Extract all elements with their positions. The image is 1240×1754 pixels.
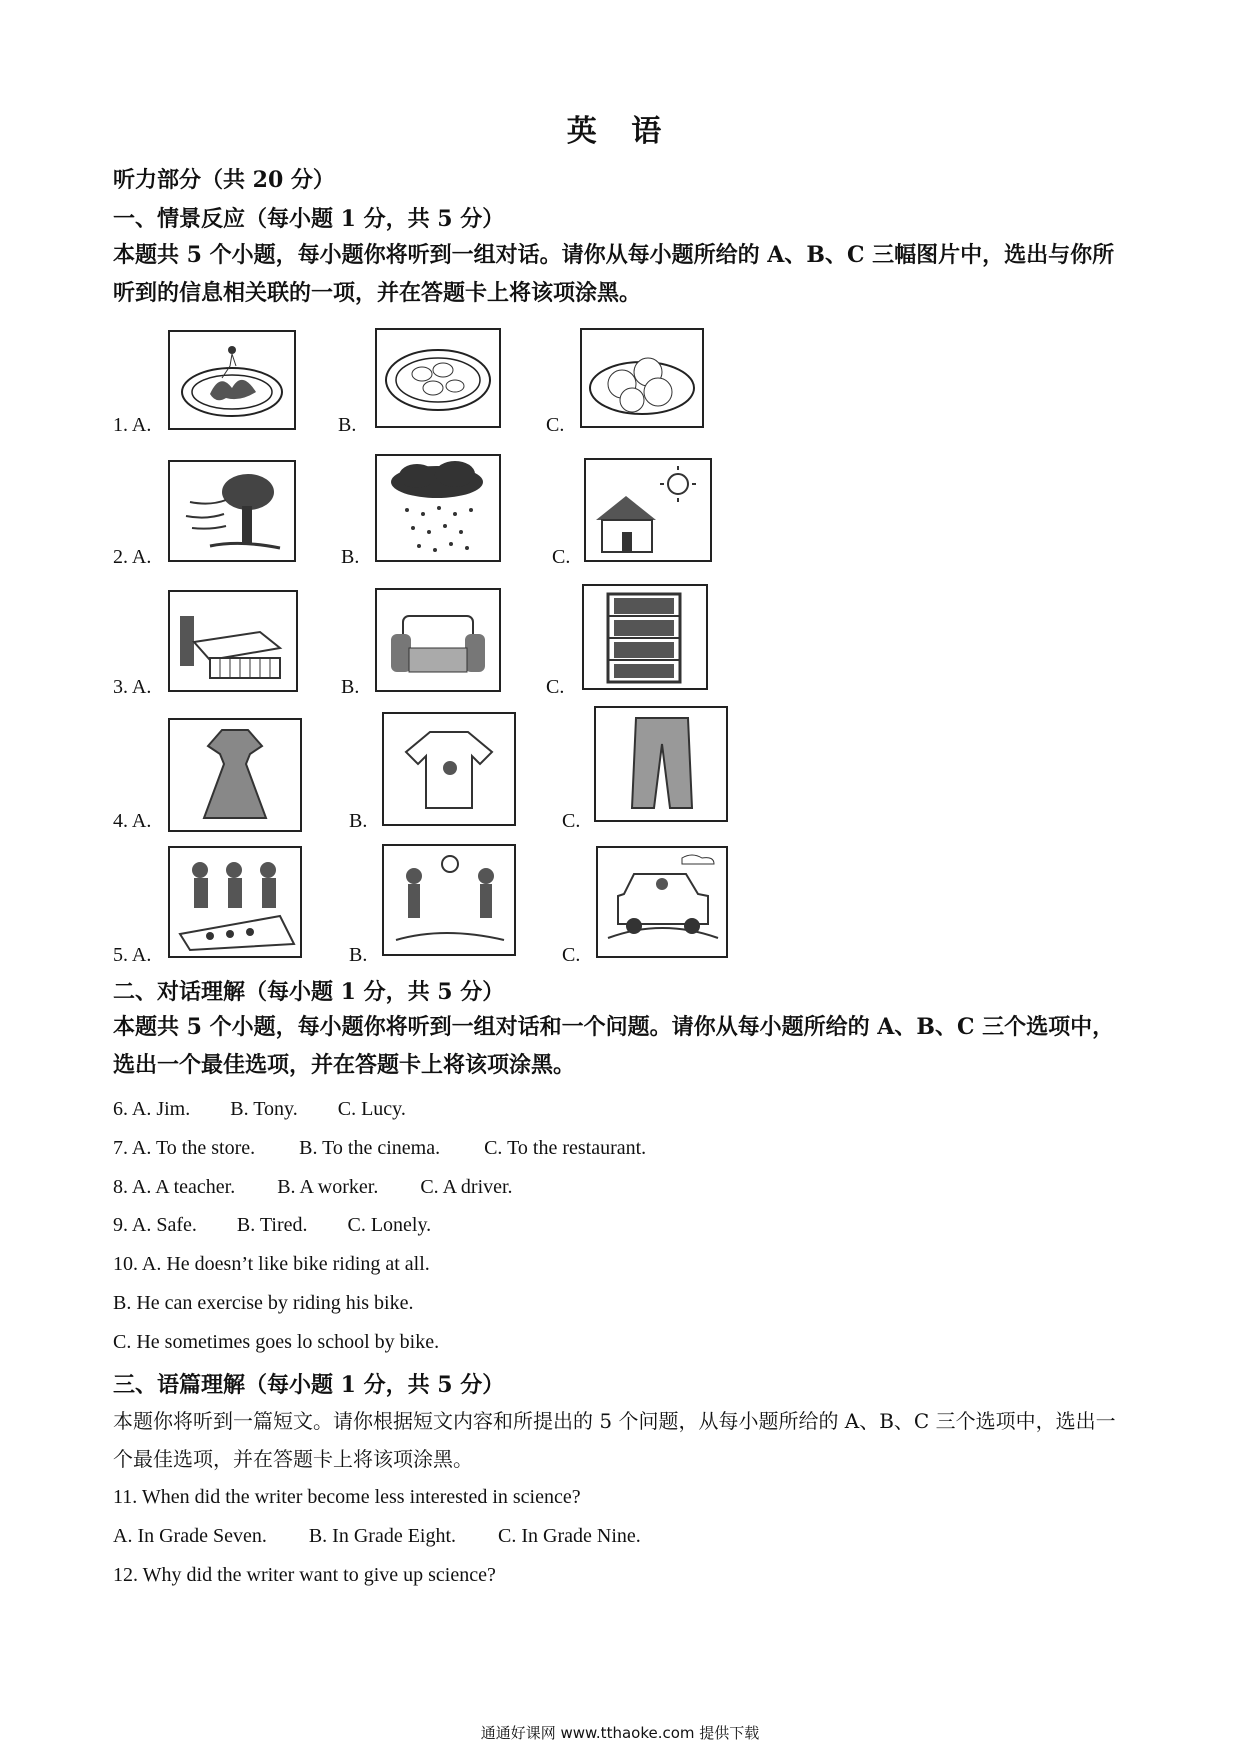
q5-c-label: C. [562, 944, 581, 966]
dress-icon[interactable] [168, 718, 302, 832]
q3-label: 3. A. [113, 676, 152, 698]
q7-a: 7. A. To the store. [113, 1137, 256, 1159]
armchair-icon[interactable] [375, 588, 501, 692]
q3-b-label: B. [341, 676, 360, 698]
footer-source: 通通好课网 www.tthaoke.com 提供下载 [480, 1724, 760, 1742]
picnic-icon[interactable] [168, 846, 302, 958]
listening-header: 听力部分（共 20 分） [113, 167, 335, 193]
section3-instructions: 本题你将听到一篇短文。请你根据短文内容和所提出的 5 个问题，从每小题所给的 A、B、C 三个选项中，选出一个最佳选项，并在答题卡上将该项涂黑。 [113, 1409, 1116, 1471]
q10-a: 10. A. He doesn’t like bike riding at all. [113, 1253, 430, 1275]
q11-c: C. In Grade Nine. [498, 1525, 641, 1547]
section2-heading: 二、对话理解（每小题 1 分，共 5 分） [113, 979, 505, 1005]
page-title: 英 语 [566, 114, 674, 149]
section2-instructions: 本题共 5 个小题，每小题你将听到一组对话和一个问题。请你从每小题所给的 A、B、C 三个选项中，选出一个最佳选项，并在答题卡上将该项涂黑。 [113, 1014, 1115, 1078]
q9-b: B. Tired. [236, 1214, 308, 1236]
q6-b: B. Tony. [230, 1098, 298, 1120]
q5-b-label: B. [349, 944, 368, 966]
q7-c: C. To the restaurant. [484, 1137, 647, 1159]
rain-cloud-icon[interactable] [375, 454, 501, 562]
q9-options [113, 1214, 431, 1237]
dumplings-plate-icon[interactable] [168, 330, 296, 430]
q2-c-label: C. [552, 546, 571, 568]
bed-icon[interactable] [168, 590, 298, 692]
q12-question: 12. Why did the writer want to give up science? [113, 1564, 496, 1586]
q7-b: B. To the cinema. [299, 1137, 441, 1159]
q4-c-label: C. [562, 810, 581, 832]
sunny-house-icon[interactable] [584, 458, 712, 562]
q8-a: 8. A. A teacher. [113, 1176, 236, 1198]
q6-options [113, 1098, 406, 1121]
q11-question: 11. When did the writer become less interested in science? [113, 1486, 581, 1508]
q10-c: C. He sometimes goes lo school by bike. [113, 1331, 440, 1353]
q8-c: C. A driver. [420, 1176, 513, 1198]
q6-a: 6. A. Jim. [113, 1098, 191, 1120]
q4-b-label: B. [349, 810, 368, 832]
food-plate-icon[interactable] [375, 328, 501, 428]
section1-heading: 一、情景反应（每小题 1 分，共 5 分） [113, 206, 505, 232]
buns-plate-icon[interactable] [580, 328, 704, 428]
q7-options [113, 1137, 646, 1160]
t-shirt-icon[interactable] [382, 712, 516, 826]
q8-options [113, 1176, 513, 1199]
q1-label: 1. A. [113, 414, 152, 436]
q4-label: 4. A. [113, 810, 152, 832]
q6-c: C. Lucy. [337, 1098, 406, 1120]
bookshelf-icon[interactable] [582, 584, 708, 690]
q1-c-label: C. [546, 414, 565, 436]
section3-heading: 三、语篇理解（每小题 1 分，共 5 分） [113, 1372, 505, 1398]
q10-b: B. He can exercise by riding his bike. [113, 1292, 414, 1314]
q9-a: 9. A. Safe. [113, 1214, 197, 1236]
section1-instructions: 本题共 5 个小题，每小题你将听到一组对话。请你从每小题所给的 A、B、C 三幅图片中，选出与你所听到的信息相关联的一项，并在答题卡上将该项涂黑。 [113, 242, 1115, 306]
q8-b: B. A worker. [277, 1176, 379, 1198]
volleyball-icon[interactable] [382, 844, 516, 956]
trousers-icon[interactable] [594, 706, 728, 822]
q5-label: 5. A. [113, 944, 152, 966]
windy-tree-icon[interactable] [168, 460, 296, 562]
q2-label: 2. A. [113, 546, 152, 568]
car-driving-icon[interactable] [596, 846, 728, 958]
q11-options [113, 1525, 641, 1548]
q11-a: A. In Grade Seven. [113, 1525, 267, 1547]
q9-c: C. Lonely. [347, 1214, 432, 1236]
q3-c-label: C. [546, 676, 565, 698]
q1-b-label: B. [338, 414, 357, 436]
q2-b-label: B. [341, 546, 360, 568]
q11-b: B. In Grade Eight. [308, 1525, 457, 1547]
